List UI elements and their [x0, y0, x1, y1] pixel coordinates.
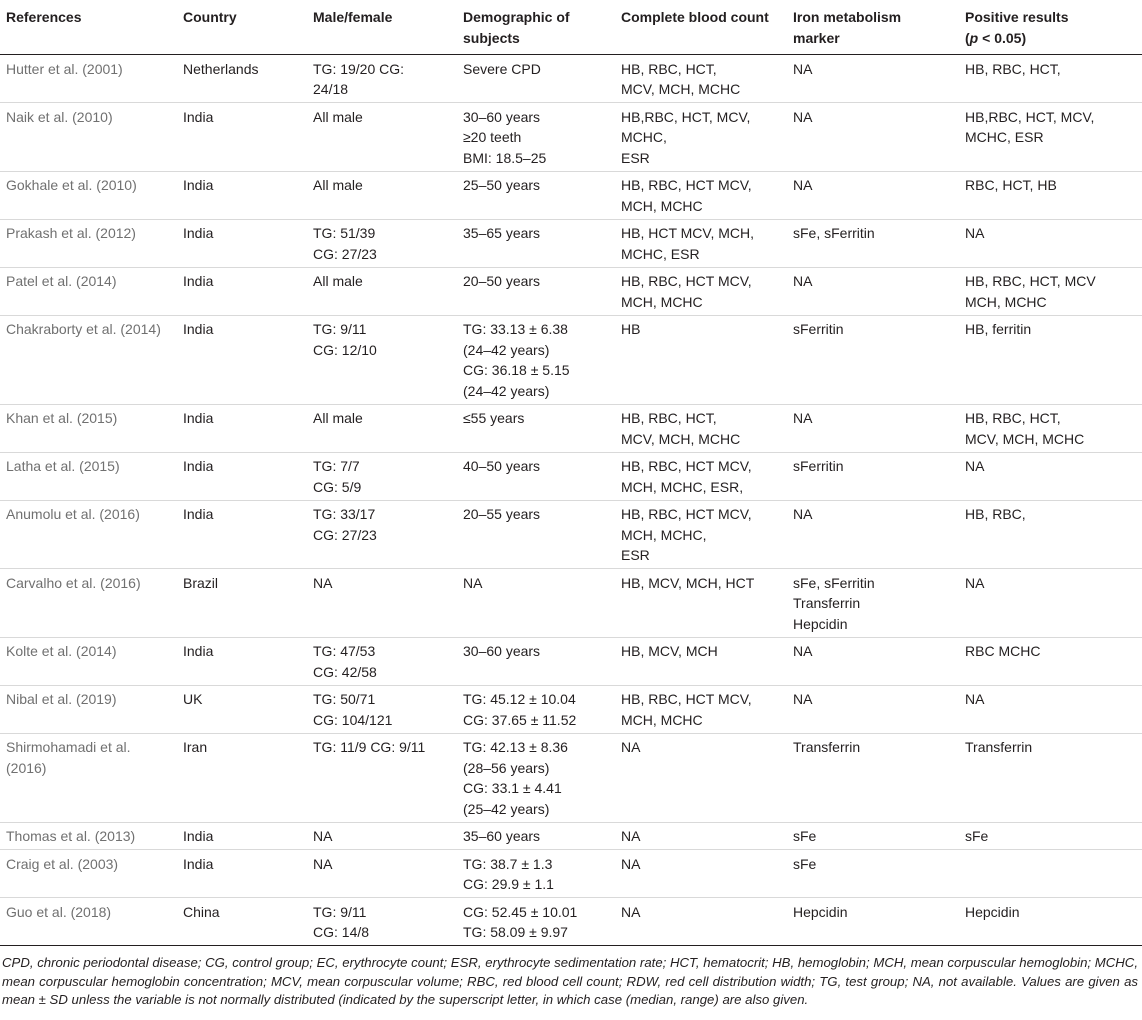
cell-country: Netherlands	[177, 55, 307, 103]
cell-country: India	[177, 452, 307, 500]
cell-male-female: NA	[307, 822, 457, 850]
cell-positive-results: NA	[959, 219, 1142, 267]
cell-positive-results: HB, RBC, HCT, MCV MCH, MCHC	[959, 267, 1142, 315]
cell-country: Iran	[177, 733, 307, 822]
cell-positive-results: RBC, HCT, HB	[959, 171, 1142, 219]
table-row	[0, 822, 1142, 850]
cell-positive-results: RBC MCHC	[959, 637, 1142, 685]
table-header	[0, 0, 1142, 55]
cell-country: India	[177, 850, 307, 898]
cell-complete-blood-count: NA	[615, 898, 787, 946]
cell-complete-blood-count: HB, MCV, MCH	[615, 637, 787, 685]
cell-iron-marker: sFerritin	[787, 315, 959, 404]
cell-complete-blood-count: NA	[615, 822, 787, 850]
header-row	[0, 0, 1142, 55]
cell-male-female: NA	[307, 850, 457, 898]
cell-reference: Craig et al. (2003)	[0, 850, 177, 898]
cell-complete-blood-count: HB, RBC, HCT MCV, MCH, MCHC	[615, 267, 787, 315]
cell-reference: Prakash et al. (2012)	[0, 219, 177, 267]
cell-complete-blood-count: HB, MCV, MCH, HCT	[615, 569, 787, 638]
cell-demographic: TG: 38.7 ± 1.3 CG: 29.9 ± 1.1	[457, 850, 615, 898]
cell-male-female: TG: 9/11 CG: 14/8	[307, 898, 457, 946]
cell-positive-results: Hepcidin	[959, 898, 1142, 946]
cell-positive-results: HB, RBC,	[959, 500, 1142, 569]
table-row	[0, 569, 1142, 638]
cell-demographic: TG: 42.13 ± 8.36 (28–56 years) CG: 33.1 ± 4.41 (25–42 years)	[457, 733, 615, 822]
cell-iron-marker: sFe	[787, 822, 959, 850]
cell-male-female: TG: 51/39 CG: 27/23	[307, 219, 457, 267]
cell-reference: Shirmohamadi et al. (2016)	[0, 733, 177, 822]
cell-positive-results: NA	[959, 569, 1142, 638]
cell-complete-blood-count: NA	[615, 850, 787, 898]
cell-complete-blood-count: HB	[615, 315, 787, 404]
cell-reference: Carvalho et al. (2016)	[0, 569, 177, 638]
cell-reference: Chakraborty et al. (2014)	[0, 315, 177, 404]
cell-demographic: 35–60 years	[457, 822, 615, 850]
header-iron-marker: Iron metabolism marker	[787, 0, 959, 55]
cell-country: China	[177, 898, 307, 946]
cell-reference: Thomas et al. (2013)	[0, 822, 177, 850]
cell-country: India	[177, 267, 307, 315]
cell-country: Brazil	[177, 569, 307, 638]
cell-positive-results	[959, 850, 1142, 898]
cell-male-female: TG: 19/20 CG: 24/18	[307, 55, 457, 103]
header-references: References	[0, 0, 177, 55]
table-row	[0, 452, 1142, 500]
cell-country: India	[177, 171, 307, 219]
cell-country: India	[177, 103, 307, 172]
cell-country: India	[177, 637, 307, 685]
header-demographic: Demographic of subjects	[457, 0, 615, 55]
cell-demographic: TG: 33.13 ± 6.38 (24–42 years) CG: 36.18 ± 5.15 (24–42 years)	[457, 315, 615, 404]
cell-country: UK	[177, 685, 307, 733]
table-row	[0, 55, 1142, 103]
cell-demographic: 20–55 years	[457, 500, 615, 569]
cell-complete-blood-count: HB, RBC, HCT, MCV, MCH, MCHC	[615, 55, 787, 103]
table-row	[0, 898, 1142, 946]
header-country: Country	[177, 0, 307, 55]
header-complete-blood-count: Complete blood count	[615, 0, 787, 55]
table-row	[0, 219, 1142, 267]
table-row	[0, 103, 1142, 172]
cell-country: India	[177, 315, 307, 404]
cell-reference: Hutter et al. (2001)	[0, 55, 177, 103]
cell-reference: Patel et al. (2014)	[0, 267, 177, 315]
cell-reference: Gokhale et al. (2010)	[0, 171, 177, 219]
cell-male-female: TG: 33/17 CG: 27/23	[307, 500, 457, 569]
table-row	[0, 637, 1142, 685]
cell-positive-results: HB, RBC, HCT, MCV, MCH, MCHC	[959, 404, 1142, 452]
cell-male-female: All male	[307, 404, 457, 452]
cell-demographic: 40–50 years	[457, 452, 615, 500]
cell-demographic: CG: 52.45 ± 10.01 TG: 58.09 ± 9.97	[457, 898, 615, 946]
cell-country: India	[177, 822, 307, 850]
header-positive-p: p	[969, 29, 979, 46]
table-row	[0, 267, 1142, 315]
cell-reference: Nibal et al. (2019)	[0, 685, 177, 733]
cell-iron-marker: NA	[787, 404, 959, 452]
cell-iron-marker: Hepcidin	[787, 898, 959, 946]
cell-demographic: TG: 45.12 ± 10.04 CG: 37.65 ± 11.52	[457, 685, 615, 733]
cell-positive-results: NA	[959, 452, 1142, 500]
cell-complete-blood-count: HB, RBC, HCT MCV, MCH, MCHC, ESR	[615, 500, 787, 569]
cell-reference: Kolte et al. (2014)	[0, 637, 177, 685]
cell-demographic: 30–60 years	[457, 637, 615, 685]
cell-iron-marker: NA	[787, 685, 959, 733]
cell-male-female: TG: 11/9 CG: 9/11	[307, 733, 457, 822]
cell-complete-blood-count: NA	[615, 733, 787, 822]
cell-iron-marker: sFe, sFerritin Transferrin Hepcidin	[787, 569, 959, 638]
cell-positive-results: HB,RBC, HCT, MCV, MCHC, ESR	[959, 103, 1142, 172]
cell-iron-marker: NA	[787, 267, 959, 315]
cell-male-female: TG: 47/53 CG: 42/58	[307, 637, 457, 685]
header-positive-line1: Positive results	[965, 9, 1069, 25]
table-row	[0, 850, 1142, 898]
cell-male-female: TG: 9/11 CG: 12/10	[307, 315, 457, 404]
table-row	[0, 733, 1142, 822]
cell-iron-marker: Transferrin	[787, 733, 959, 822]
cell-complete-blood-count: HB, RBC, HCT MCV, MCH, MCHC	[615, 171, 787, 219]
cell-iron-marker: NA	[787, 500, 959, 569]
cell-complete-blood-count: HB, RBC, HCT, MCV, MCH, MCHC	[615, 404, 787, 452]
cell-complete-blood-count: HB, RBC, HCT MCV, MCH, MCHC, ESR,	[615, 452, 787, 500]
cell-iron-marker: NA	[787, 171, 959, 219]
cell-male-female: NA	[307, 569, 457, 638]
cell-complete-blood-count: HB, RBC, HCT MCV, MCH, MCHC	[615, 685, 787, 733]
cell-demographic: 20–50 years	[457, 267, 615, 315]
cell-country: India	[177, 404, 307, 452]
cell-iron-marker: NA	[787, 55, 959, 103]
cell-reference: Anumolu et al. (2016)	[0, 500, 177, 569]
table-footnote: CPD, chronic periodontal disease; CG, control group; EC, erythrocyte count; ESR, erythrocyte sedimentation rate; HCT, hematocrit; HB, hemoglobin; MCH, mean corpuscular hemoglobin; MCHC, mean corpuscular hemoglobin concentration; MCV, mean corpuscular volume; RBC, red blood cell count; RDW, red cell distribution width; TG, test group; NA, not available. Values are given as mean ± SD unless the variable is not normally distributed (indicated by the superscript letter, in which case (median, range) are also given.	[2, 955, 1138, 1008]
cell-iron-marker: sFe	[787, 850, 959, 898]
cell-male-female: All male	[307, 171, 457, 219]
cell-reference: Latha et al. (2015)	[0, 452, 177, 500]
cell-complete-blood-count: HB, HCT MCV, MCH, MCHC, ESR	[615, 219, 787, 267]
cell-reference: Guo et al. (2018)	[0, 898, 177, 946]
table-row	[0, 685, 1142, 733]
cell-positive-results: HB, ferritin	[959, 315, 1142, 404]
table-row	[0, 404, 1142, 452]
cell-positive-results: HB, RBC, HCT,	[959, 55, 1142, 103]
cell-country: India	[177, 500, 307, 569]
cell-male-female: All male	[307, 103, 457, 172]
header-male-female: Male/female	[307, 0, 457, 55]
cell-positive-results: sFe	[959, 822, 1142, 850]
table-row	[0, 171, 1142, 219]
table-body	[0, 55, 1142, 946]
cell-iron-marker: NA	[787, 637, 959, 685]
table-row	[0, 315, 1142, 404]
cell-iron-marker: NA	[787, 103, 959, 172]
cell-iron-marker: sFe, sFerritin	[787, 219, 959, 267]
cell-reference: Khan et al. (2015)	[0, 404, 177, 452]
cell-positive-results: Transferrin	[959, 733, 1142, 822]
cell-demographic: 35–65 years	[457, 219, 615, 267]
cell-male-female: TG: 7/7 CG: 5/9	[307, 452, 457, 500]
cell-male-female: All male	[307, 267, 457, 315]
cell-demographic: 25–50 years	[457, 171, 615, 219]
cell-country: India	[177, 219, 307, 267]
cell-demographic: Severe CPD	[457, 55, 615, 103]
table-row	[0, 500, 1142, 569]
header-positive-open: (	[965, 29, 970, 46]
cell-iron-marker: sFerritin	[787, 452, 959, 500]
cell-male-female: TG: 50/71 CG: 104/121	[307, 685, 457, 733]
cell-demographic: 30–60 years ≥20 teeth BMI: 18.5–25	[457, 103, 615, 172]
cell-reference: Naik et al. (2010)	[0, 103, 177, 172]
header-positive-close: < 0.05)	[978, 29, 1027, 46]
header-positive-results	[959, 0, 1142, 55]
cell-demographic: ≤55 years	[457, 404, 615, 452]
cell-positive-results: NA	[959, 685, 1142, 733]
cell-complete-blood-count: HB,RBC, HCT, MCV, MCHC, ESR	[615, 103, 787, 172]
cell-demographic: NA	[457, 569, 615, 638]
